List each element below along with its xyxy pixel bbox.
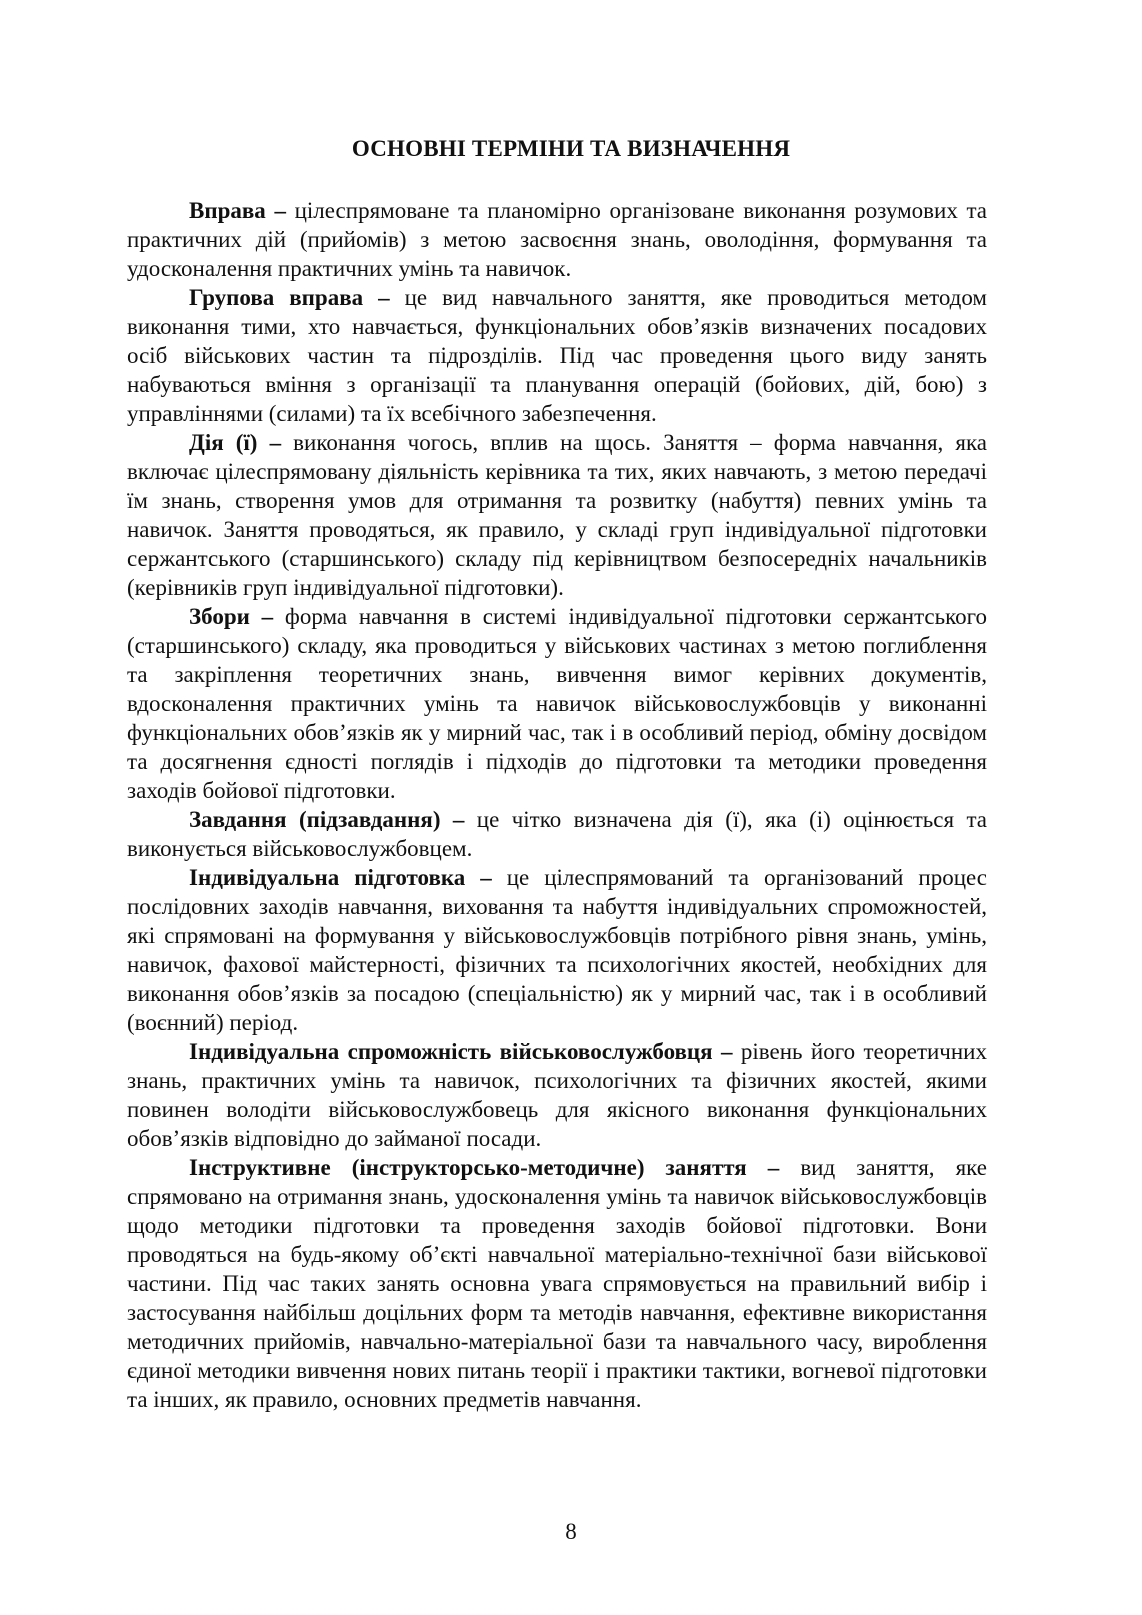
definition-entry <box>127 196 987 283</box>
definition-text: це вид навчального заняття, яке проводиться методом виконання тими, хто навчається, функціональних обов’язків визначених посадових осіб військових частин та підрозділів. Під час проведення цього виду занять набуваються вміння з організації та планування операцій (бойових, дій, бою) з управліннями (силами) та їх всебічного забезпечення. <box>127 285 987 426</box>
definition-entry <box>127 1037 987 1153</box>
term: Збори – <box>189 604 274 629</box>
page-number: 8 <box>565 1519 577 1544</box>
term: Дія (ї) – <box>189 430 282 455</box>
definition-entry <box>127 805 987 863</box>
definition-entry <box>127 428 987 602</box>
definition-entry <box>127 863 987 1037</box>
term: Групова вправа – <box>189 285 390 310</box>
definition-entry <box>127 1153 987 1414</box>
term: Вправа – <box>189 198 286 223</box>
definition-text: виконання чогось, вплив на щось. Заняття – форма навчання, яка включає цілеспрямовану діяльність керівника та тих, яких навчають, з метою передачі їм знань, створення умов для отримання та розвитку (набуття) певних умінь та навичок. Заняття проводяться, як правило, у складі груп індивідуальної підготовки сержантського (старшинського) складу під керівництвом безпосередніх начальників (керівників груп індивідуальної підготовки). <box>127 430 987 600</box>
definitions-list <box>127 196 987 1414</box>
definition-text: форма навчання в системі індивідуальної підготовки сержантського (старшинського) складу, яка проводиться у військових частинах з метою поглиблення та закріплення теоретичних знань, вивчення вимог керівних документів, вдосконалення практичних умінь та навичок військовослужбовців у виконанні функціональних обов’язків як у мирний час, так і в особливий період, обміну досвідом та досягнення єдності поглядів і підходів до підготовки та методики проведення заходів бойової підготовки. <box>127 604 987 803</box>
term: Індивідуальна спроможність військовослужбовця – <box>189 1039 733 1064</box>
term: Завдання (підзавдання) – <box>189 807 465 832</box>
definition-entry <box>127 283 987 428</box>
definition-entry <box>127 602 987 805</box>
definition-text: вид заняття, яке спрямовано на отримання знань, удосконалення умінь та навичок військовослужбовців щодо методики підготовки та проведення заходів бойової підготовки. Вони проводяться на будь-якому об’єкті навчальної матеріально-технічної бази військової частини. Під час таких занять основна увага спрямовується на правильний вибір і застосування найбільш доцільних форм та методів навчання, ефективне використання методичних прийомів, навчально-матеріальної бази та навчального часу, вироблення єдиної методики вивчення нових питань теорії і практики тактики, вогневої підготовки та інших, як правило, основних предметів навчання. <box>127 1155 987 1412</box>
definition-text: цілеспрямоване та планомірно організоване виконання розумових та практичних дій (прийомів) з метою засвоєння знань, оволодіння, формування та удосконалення практичних умінь та навичок. <box>127 198 987 281</box>
page-title: ОСНОВНІ ТЕРМІНИ ТА ВИЗНАЧЕННЯ <box>351 136 791 161</box>
term: Індивідуальна підготовка – <box>189 865 492 890</box>
definition-text: рівень його теоретичних знань, практичних умінь та навичок, психологічних та фізичних якостей, якими повинен володіти військовослужбовець для якісного виконання функціональних обов’язків відповідно до займаної посади. <box>127 1039 987 1151</box>
term: Інструктивне (інструкторсько-методичне) заняття – <box>189 1155 780 1180</box>
definition-text: це чітко визначена дія (ї), яка (і) оцінюється та виконується військовослужбовцем. <box>127 807 987 861</box>
definition-text: це цілеспрямований та організований процес послідовних заходів навчання, виховання та набуття індивідуальних спроможностей, які спрямовані на формування у військовослужбовців потрібного рівня знань, умінь, навичок, фахової майстерності, фізичних та психологічних якостей, необхідних для виконання обов’язків за посадою (спеціальністю) як у мирний час, так і в особливий (воєнний) період. <box>127 865 987 1035</box>
